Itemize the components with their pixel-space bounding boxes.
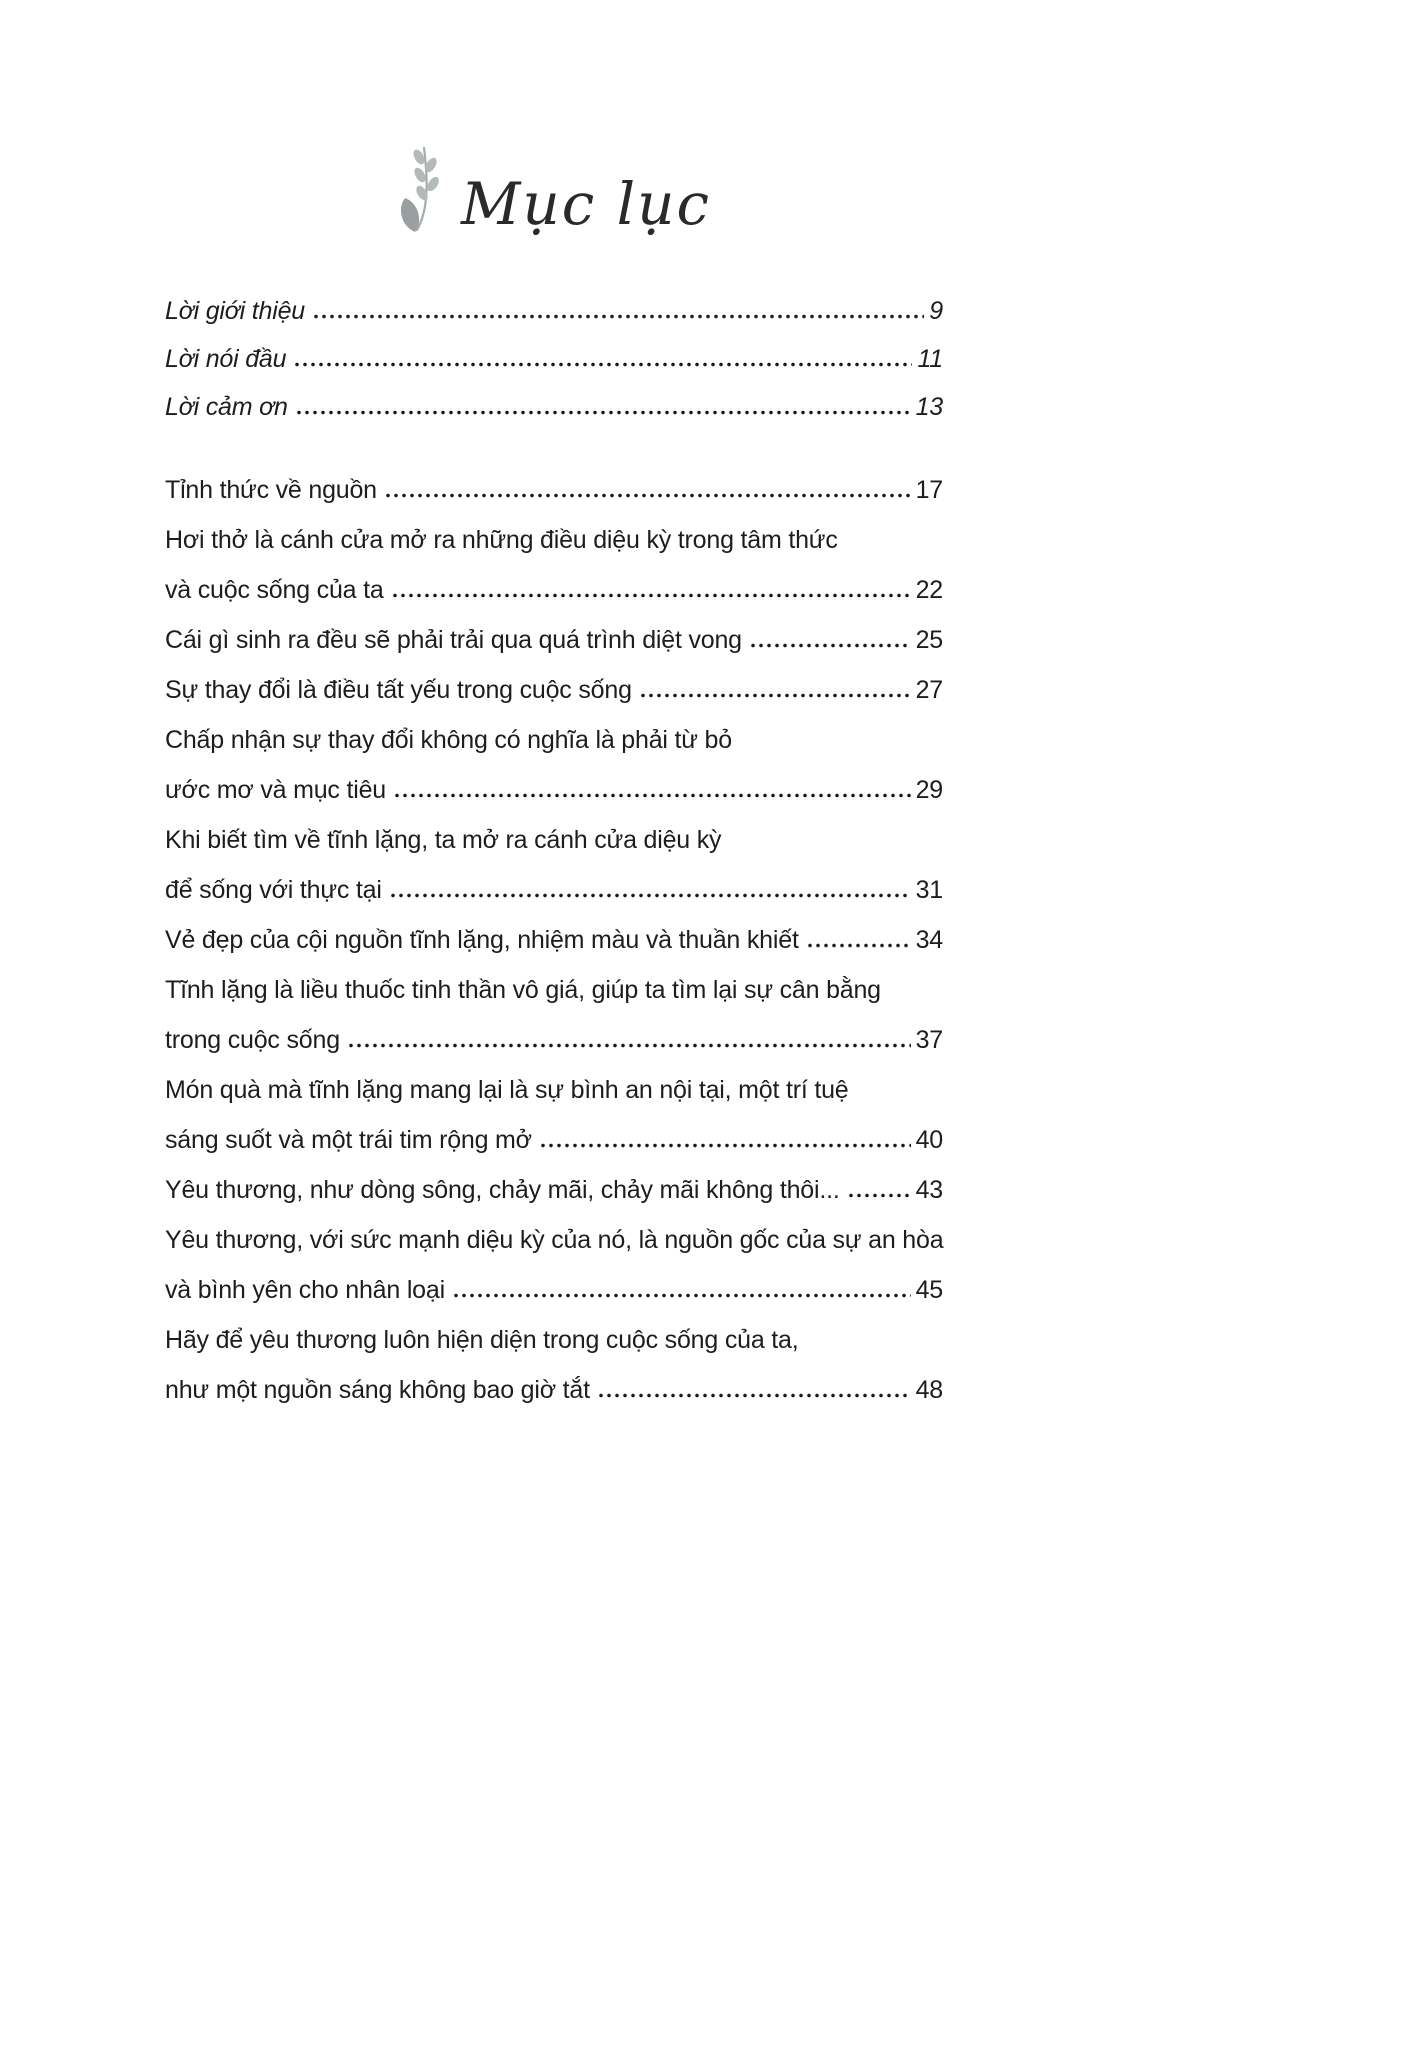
toc-header [165, 135, 943, 239]
toc-entry [165, 615, 943, 665]
toc-entry-line [165, 765, 943, 815]
toc-entry-line [165, 1365, 943, 1415]
toc-entry [165, 1165, 943, 1215]
toc-entry [165, 665, 943, 715]
toc-entry-text: Món quà mà tĩnh lặng mang lại là sự bình an nội tại, một trí tuệ [165, 1076, 849, 1104]
toc-entry-text: Lời nói đầu [165, 345, 287, 373]
toc-entry [165, 1315, 943, 1415]
toc-page-number: 17 [915, 476, 943, 504]
dot-leader [393, 793, 911, 798]
dot-leader [389, 893, 911, 898]
dot-leader [312, 314, 924, 319]
toc-entry-text: để sống với thực tại [165, 876, 382, 904]
toc-entry-text: Tĩnh lặng là liều thuốc tinh thần vô giá, giúp ta tìm lại sự cân bằng [165, 976, 881, 1004]
toc-entry-text: Khi biết tìm về tĩnh lặng, ta mở ra cánh cửa diệu kỳ [165, 826, 722, 854]
dot-leader [806, 943, 911, 948]
dot-leader [597, 1393, 911, 1398]
toc-page-number: 29 [915, 776, 943, 804]
dot-leader [295, 410, 911, 415]
toc-entry-line [165, 383, 943, 431]
leaf-branch-icon [397, 142, 453, 239]
toc-entry-text: sáng suốt và một trái tim rộng mở [165, 1126, 532, 1154]
toc-entry-line [165, 1315, 943, 1365]
toc-entry-line [165, 1015, 943, 1065]
toc-page-number: 22 [915, 576, 943, 604]
toc-entry-text: Lời cảm ơn [165, 393, 288, 421]
toc-entry-line [165, 1165, 943, 1215]
toc-page-number: 25 [915, 626, 943, 654]
toc-entry-line [165, 715, 943, 765]
toc-entry-text: Hơi thở là cánh cửa mở ra những điều diệu kỳ trong tâm thức [165, 526, 838, 554]
toc-entry-text: Sự thay đổi là điều tất yếu trong cuộc sống [165, 676, 632, 704]
toc-entry-line [165, 1215, 943, 1265]
toc-entry [165, 815, 943, 915]
toc-entry-text: và cuộc sống của ta [165, 576, 384, 604]
toc-entry-line [165, 1115, 943, 1165]
toc-entry-line [165, 615, 943, 665]
dot-leader [391, 593, 911, 598]
toc-page-number: 43 [915, 1176, 943, 1204]
toc-entry-line [165, 465, 943, 515]
dot-leader [749, 643, 911, 648]
toc-entry-text: Yêu thương, với sức mạnh diệu kỳ của nó, là nguồn gốc của sự an hòa [165, 1226, 944, 1254]
toc-entry-line [165, 515, 943, 565]
toc-entry-text: Yêu thương, như dòng sông, chảy mãi, chảy mãi không thôi... [165, 1176, 840, 1204]
chapter-list [165, 465, 943, 1415]
toc-entry [165, 1215, 943, 1315]
dot-leader [847, 1193, 911, 1198]
toc-entry [165, 335, 943, 383]
toc-entry-text: Tỉnh thức về nguồn [165, 476, 377, 504]
dot-leader [639, 693, 911, 698]
dot-leader [452, 1293, 911, 1298]
toc-entry [165, 1065, 943, 1165]
toc-page-number: 11 [917, 345, 943, 373]
toc-entry-line [165, 865, 943, 915]
front-matter-list [165, 287, 943, 431]
toc-entry-line [165, 915, 943, 965]
toc-entry-text: Cái gì sinh ra đều sẽ phải trải qua quá trình diệt vong [165, 626, 742, 654]
toc-entry [165, 715, 943, 815]
toc-entry-line [165, 287, 943, 335]
page-title: Mục lục [460, 170, 712, 239]
toc-entry [165, 287, 943, 335]
toc-page-number: 34 [915, 926, 943, 954]
dot-leader [539, 1143, 911, 1148]
toc-entry-text: và bình yên cho nhân loại [165, 1276, 445, 1304]
toc-entry-text: Vẻ đẹp của cội nguồn tĩnh lặng, nhiệm màu và thuần khiết [165, 926, 799, 954]
toc-page-number: 13 [915, 393, 943, 421]
toc-entry-text: Chấp nhận sự thay đổi không có nghĩa là phải từ bỏ [165, 726, 732, 754]
toc-entry [165, 383, 943, 431]
toc-entry-line [165, 665, 943, 715]
toc-content [165, 135, 943, 1415]
toc-entry-line [165, 565, 943, 615]
toc-page-number: 40 [915, 1126, 943, 1154]
toc-page-number: 31 [915, 876, 943, 904]
toc-entry-line [165, 1065, 943, 1115]
toc-entry-text: như một nguồn sáng không bao giờ tắt [165, 1376, 590, 1404]
toc-entry-line [165, 965, 943, 1015]
toc-entry-text: trong cuộc sống [165, 1026, 340, 1054]
toc-page-number: 27 [915, 676, 943, 704]
toc-entry [165, 465, 943, 515]
toc-entry [165, 915, 943, 965]
toc-entry [165, 515, 943, 615]
dot-leader [384, 493, 911, 498]
toc-entry-line [165, 815, 943, 865]
dot-leader [293, 362, 912, 367]
toc-entry-text: Lời giới thiệu [165, 297, 305, 325]
toc-entry-text: ước mơ và mục tiêu [165, 776, 386, 804]
toc-page-number: 37 [915, 1026, 943, 1054]
toc-entry [165, 965, 943, 1065]
toc-entry-line [165, 335, 943, 383]
toc-page-number: 45 [915, 1276, 943, 1304]
toc-page-number: 48 [915, 1376, 943, 1404]
toc-page-number: 9 [929, 297, 943, 325]
toc-entry-line [165, 1265, 943, 1315]
toc-entry-text: Hãy để yêu thương luôn hiện diện trong cuộc sống của ta, [165, 1326, 799, 1354]
dot-leader [347, 1043, 911, 1048]
